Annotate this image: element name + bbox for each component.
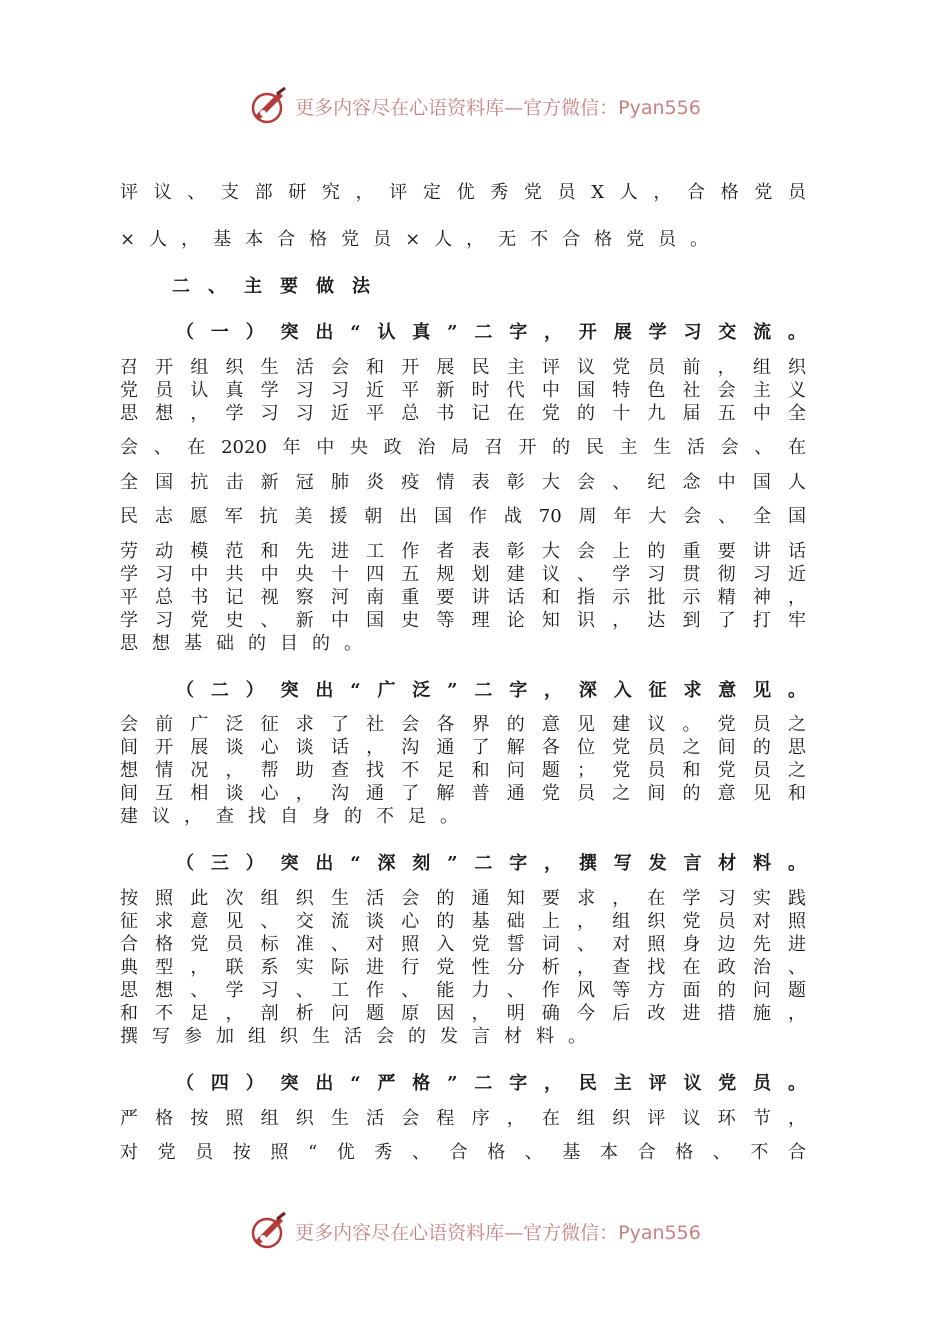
watermark-footer (0, 1209, 950, 1253)
paragraph-line: 学习中共中央十四五规划建议、学习贯彻习近 (120, 564, 806, 585)
paragraph-line: 劳动模范和先进工作者表彰大会上的重要讲话 (120, 541, 806, 562)
subsection-heading: （二）突出“广泛”二字，深入征求意见。 (176, 680, 806, 701)
paragraph-line: 会前广泛征求了社会各界的意见建议。党员之 (120, 714, 806, 735)
paragraph-line: 思想、学习、工作、能力、作风等方面的问题 (120, 980, 806, 1001)
pen-seal-icon (249, 1211, 289, 1251)
paragraph-line: 思想基础的目的。 (120, 633, 376, 654)
pen-seal-icon (249, 86, 289, 126)
paragraph-line: 平总书记视察河南重要讲话和指示批示精神， (120, 587, 806, 608)
paragraph-line: 按照此次组织生活会的通知要求，在学习实践 (120, 888, 806, 909)
paragraph-line: 征求意见、交流谈心的基础上，组织党员对照 (120, 911, 806, 932)
paragraph-line: 对党员按照“优秀、合格、基本合格、不合 (120, 1142, 806, 1163)
paragraph-line: 想情况，帮助查找不足和问题；党员和党员之 (120, 760, 806, 781)
paragraph-line: 党员认真学习习近平新时代中国特色社会主义 (120, 380, 806, 401)
paragraph-line: 全国抗击新冠肺炎疫情表彰大会、纪念中国人 (120, 472, 806, 493)
watermark-text: 更多内容尽在心语资料库—官方微信：Pyan556 (295, 1221, 701, 1244)
section-heading: 二、主要做法 (172, 276, 388, 297)
body-line: 评议、支部研究，评定优秀党员X人，合格党员 (120, 182, 806, 203)
paragraph-line: 会、在2020年中央政治局召开的民主生活会、在 (120, 437, 806, 458)
paragraph-line: 间开展谈心谈话，沟通了解各位党员之间的思 (120, 737, 806, 758)
subsection-heading: （四）突出“严格”二字，民主评议党员。 (176, 1073, 806, 1094)
paragraph-line: 间互相谈心，沟通了解普通党员之间的意见和 (120, 783, 806, 804)
paragraph-line: 思想，学习习近平总书记在党的十九届五中全 (120, 403, 806, 424)
paragraph-line: 建议，查找自身的不足。 (120, 806, 472, 827)
watermark-header (0, 84, 950, 128)
paragraph-line: 合格党员标准、对照入党誓词、对照身边先进 (120, 934, 806, 955)
body-line: ×人，基本合格党员×人，无不合格党员。 (120, 229, 723, 250)
subsection-heading: （一）突出“认真”二字，开展学习交流。 (176, 322, 806, 343)
paragraph-line: 和不足，剖析问题原因，明确今后改进措施， (120, 1003, 806, 1024)
paragraph-line: 严格按照组织生活会程序，在组织评议环节， (120, 1108, 806, 1129)
paragraph-line: 学习党史、新中国史等理论知识，达到了打牢 (120, 610, 806, 631)
paragraph-line: 召开组织生活会和开展民主评议党员前，组织 (120, 357, 806, 378)
paragraph-line: 撰写参加组织生活会的发言材料。 (120, 1026, 600, 1047)
paragraph-line: 民志愿军抗美援朝出国作战70周年大会、全国 (120, 506, 806, 527)
watermark-text: 更多内容尽在心语资料库—官方微信：Pyan556 (295, 96, 701, 119)
subsection-heading: （三）突出“深刻”二字，撰写发言材料。 (176, 853, 806, 874)
paragraph-line: 典型，联系实际进行党性分析，查找在政治、 (120, 957, 806, 978)
